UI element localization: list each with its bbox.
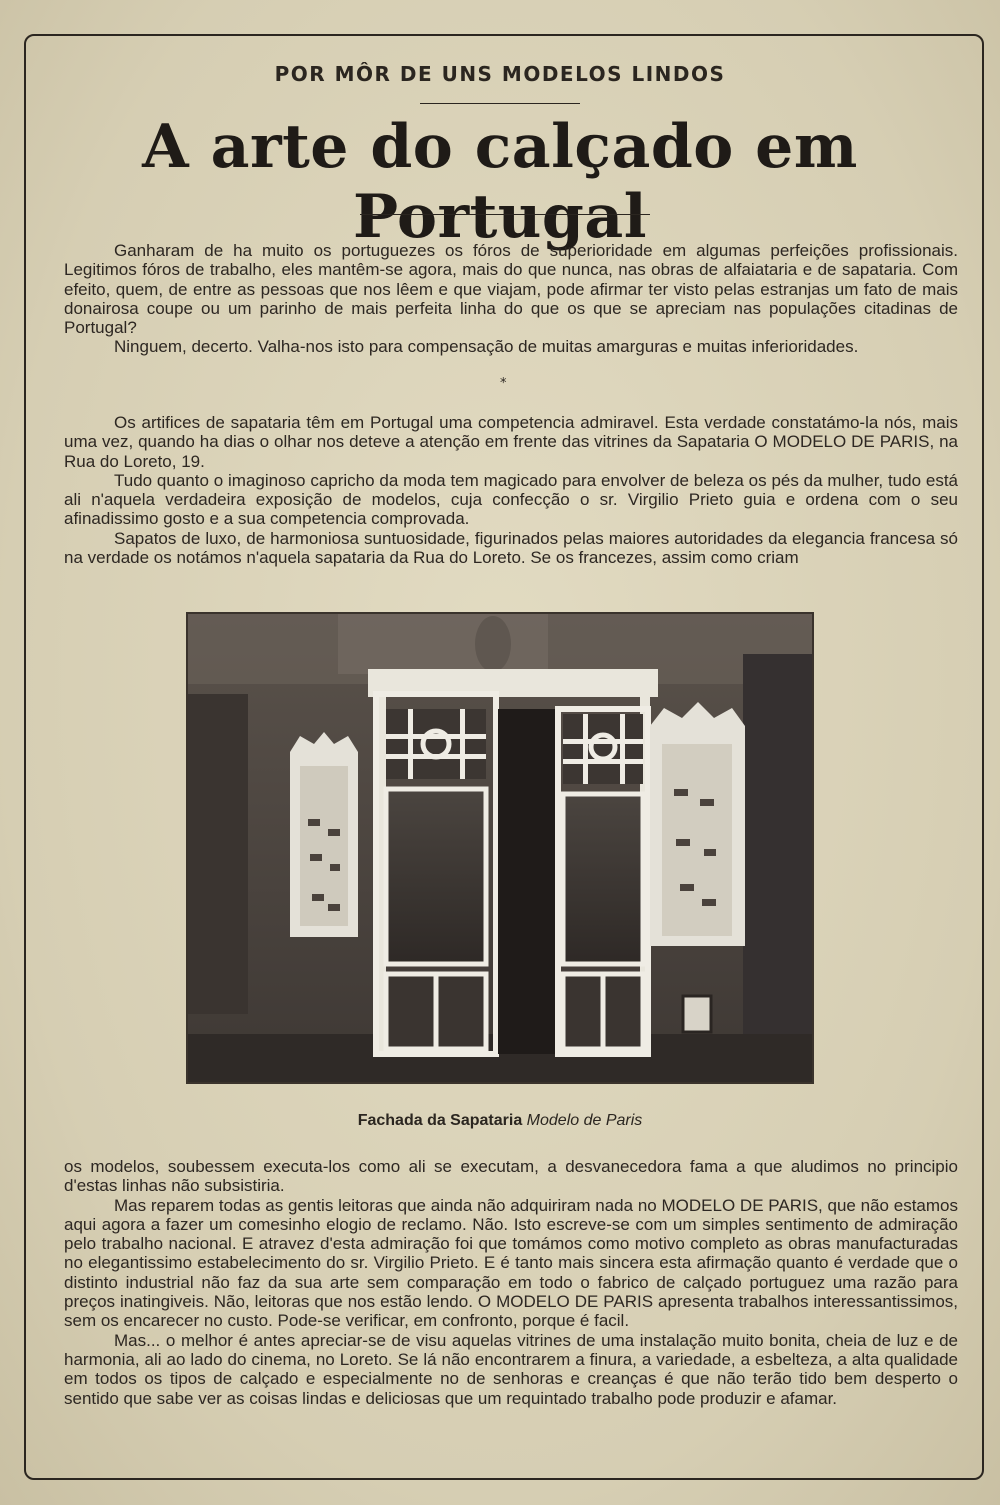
paragraph: Mas... o melhor é antes apreciar-se de visu aquelas vitrines de uma instalação muito bonita, cheia de luz e de harmonia, ali ao lado do cinema, no Loreto. Se lá não encontrarem a finura, a variedade, a esbelteza, a alta qualidade em todos os tipos de calçado e especialmente no de senhoras e creanças é que não terão tido bem desperto o sentido que sabe ver as coisas lindas e deliciosas que um requintado trabalho pode produzir e afamar. <box>64 1330 958 1408</box>
paragraph: Os artifices de sapataria têm em Portugal uma competencia admiravel. Esta verdade constatámo-la nós, mais uma vez, quando ha dias o olhar nos deteve a atenção em frente das vitrines da Sapataria O MODELO DE PARIS, na Rua do Loreto, 19. <box>64 413 958 471</box>
caption-label: Fachada da Sapataria <box>357 1112 523 1129</box>
paragraph: os modelos, soubessem executa-los como ali se executam, a desvanecedora fama a que aludimos no principio d'estas linhas não subsistiria. <box>64 1157 958 1196</box>
paragraph: Ganharam de ha muito os portuguezes os fóros de superioridade em algumas perfeições profissionais. Legitimos fóros de trabalho, eles mantêm-se agora, mais do que nunca, nas obras de alfaiataria e de sapataria. Com efeito, quem, de entre as pessoas que nos lêem e que viajam, pode afirmar ter visto pelas estranjas um fato de mais donairosa coupe ou um parinho de mais perfeita linha do que os que se apreciam nas populações citadinas de Portugal? <box>64 241 958 338</box>
storefront-photo <box>186 612 814 1084</box>
headline-rule <box>360 214 650 215</box>
paragraph: Sapatos de luxo, de harmoniosa suntuosidade, figurinados pelas maiores autoridades da elegancia francesa só na verdade os notámos n'aquela sapataria da Rua do Loreto. Se os francezes, assim como criam <box>64 528 958 568</box>
storefront-illustration <box>188 614 812 1082</box>
article-intro <box>64 241 958 357</box>
article-body-top <box>64 413 958 567</box>
paragraph: Tudo quanto o imaginoso capricho da moda tem magicado para envolver de beleza os pés da mulher, tudo está ali n'aquela verdadeira exposição de modelos, cuja confecção o sr. Virgilio Prieto guia e ordena com o seu afinadissimo gosto e a sua competencia comprovada. <box>64 470 958 529</box>
kicker-rule <box>420 103 580 104</box>
article-kicker: POR MÔR DE UNS MODELOS LINDOS <box>274 62 726 86</box>
article-headline: A arte do calçado em Portugal <box>142 112 858 252</box>
paragraph: Ninguem, decerto. Valha-nos isto para compensação de muitas amarguras e muitas inferioridades. <box>114 337 859 357</box>
article-body-bottom <box>64 1157 958 1408</box>
caption-store-name: Modelo de Paris <box>526 1112 643 1129</box>
section-separator: * <box>500 376 507 391</box>
photo-caption <box>0 1112 1000 1130</box>
paragraph: Mas reparem todas as gentis leitoras que ainda não adquiriram nada no MODELO DE PARIS, que não estamos aqui agora a fazer um comesinho elogio de reclamo. Não. Isto escreve-se com um simples sentimento de admiração pelo trabalho nacional. E atravez d'esta admiração foi que tomámos como motivo completo as obras manufacturadas no elegantissimo estabelecimento do sr. Virgilio Prieto. E é tanto mais sincera esta afirmação quanto é verdade que o distinto industrial não faz da sua arte sem comparação em todo o fabrico de calçado portuguez uma razão para preços inatingiveis. Não, leitoras que nos estão lendo. O MODELO DE PARIS apresenta trabalhos interessantissimos, sem os encarecer no custo. Pode-se verificar, em confronto, porque é facil. <box>64 1195 958 1331</box>
